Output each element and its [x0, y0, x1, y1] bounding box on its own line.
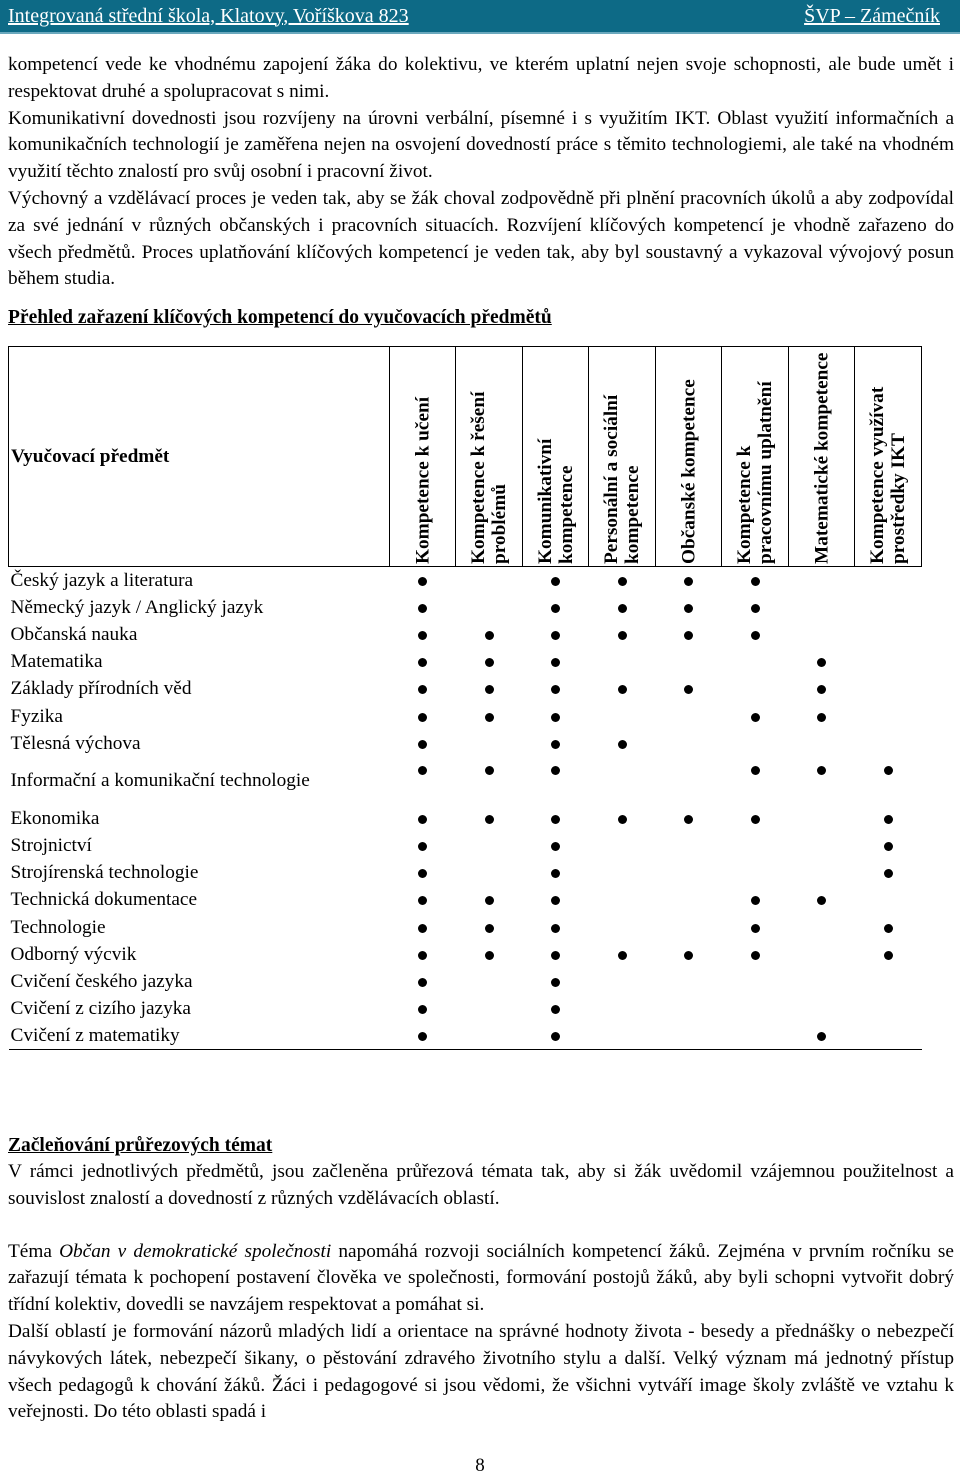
competence-cell [522, 648, 589, 675]
subject-name: Informační a komunikační technologie [10, 769, 310, 791]
competence-mark-dot [684, 631, 693, 640]
subject-name: Strojírenská technologie [10, 862, 199, 884]
competence-mark-dot [684, 951, 693, 960]
competence-cell [722, 832, 789, 859]
competence-mark-dot [485, 924, 494, 933]
subject-name: Tělesná výchova [10, 732, 141, 754]
cross-topics-section [8, 1133, 954, 1426]
subject-column-header: Vyučovací předmět [9, 347, 390, 567]
competence-cell [389, 675, 456, 702]
competence-cell [456, 914, 523, 941]
competence-cell [389, 968, 456, 995]
competence-mark-dot [817, 685, 826, 694]
competence-cell [389, 941, 456, 968]
competence-cell [855, 675, 922, 702]
competence-mark-dot [551, 577, 560, 586]
competence-mark-dot [618, 815, 627, 824]
competence-cell [788, 995, 855, 1022]
competence-cell [722, 941, 789, 968]
competence-cell [855, 886, 922, 913]
competence-cell [788, 675, 855, 702]
table-row [9, 995, 922, 1022]
competence-mark-dot [551, 740, 560, 749]
competence-column-label: Kompetence k učení [412, 396, 434, 564]
competence-mark-dot [684, 685, 693, 694]
table-row [9, 968, 922, 995]
section-paragraph-1: V rámci jednotlivých předmětů, jsou začleněna průřezová témata tak, aby si žák uvědomil vzájemnou použitelnost a souvislost znalostí a dovedností z různých vzdělávacích oblastí. [8, 1161, 954, 1209]
competence-cell [456, 832, 523, 859]
competence-mark-dot [551, 978, 560, 987]
competence-cell [788, 648, 855, 675]
competence-cell [522, 621, 589, 648]
competence-cell [722, 995, 789, 1022]
competence-cell [522, 594, 589, 621]
competence-cell [722, 886, 789, 913]
competence-cell [722, 1022, 789, 1049]
competence-column-header [722, 347, 789, 567]
competence-cell [389, 648, 456, 675]
competence-mark-dot [418, 631, 427, 640]
competence-cell [788, 832, 855, 859]
competence-cell [788, 567, 855, 594]
competence-table [8, 346, 922, 1050]
table-row [9, 675, 922, 702]
competence-cell [655, 675, 722, 702]
competence-cell [589, 730, 656, 757]
competence-cell [788, 968, 855, 995]
competence-cell [389, 859, 456, 886]
competence-cell [589, 675, 656, 702]
competence-cell [655, 968, 722, 995]
competence-column-label: Kompetence k pracovnímu uplatnění [734, 381, 777, 564]
competence-cell [456, 859, 523, 886]
competence-mark-dot [418, 604, 427, 613]
competence-mark-dot [418, 658, 427, 667]
competence-mark-dot [551, 815, 560, 824]
subject-name: Cvičení z matematiky [9, 1022, 390, 1049]
competence-cell [722, 914, 789, 941]
competence-mark-dot [551, 604, 560, 613]
competence-cell [589, 859, 656, 886]
competence-column-label: Matematické kompetence [811, 352, 833, 564]
competence-mark-dot [884, 815, 893, 824]
competence-mark-dot [551, 713, 560, 722]
competence-column-header [855, 347, 922, 567]
competence-cell [389, 995, 456, 1022]
section-paragraph-3: Další oblastí je formování názorů mladých lidí a orientace na správné hodnoty života - besedy a přednášky o nebezpečí návykových látek, nebezpečí šikany, o pěstování zdravého životního stylu a další. Velký význam má jednotný přístup všech pedagogů k chování žáků. Žáci i pedagogové si jsou vědomi, že všichni vytváří image školy zvláště ve vztahu k veřejnosti. Do této oblasti spadá i [8, 1320, 954, 1423]
subject-name: Ekonomika [10, 807, 100, 829]
competence-cell [589, 594, 656, 621]
subject-name: Technologie [10, 916, 106, 938]
subject-name: Technická dokumentace [10, 889, 198, 911]
competence-cell [522, 941, 589, 968]
subject-name: Občanská nauka [10, 623, 138, 645]
subject-name: Odborný výcvik [10, 943, 137, 965]
competence-cell [589, 757, 656, 805]
intro-text [8, 52, 954, 331]
competence-mark-dot [551, 1032, 560, 1041]
intro-paragraph-1: kompetencí vede ke vhodnému zapojení žáka do kolektivu, ve kterém uplatní nejen svoje schopnosti, ale bude umět i respektovat druhé a spolupracovat s nimi. [8, 54, 954, 102]
competence-mark-dot [485, 766, 494, 775]
competence-mark-dot [418, 766, 427, 775]
subject-name: Základy přírodních věd [10, 678, 192, 700]
competence-cell [722, 730, 789, 757]
competence-cell [855, 730, 922, 757]
competence-cell [655, 730, 722, 757]
competence-mark-dot [418, 815, 427, 824]
competence-mark-dot [751, 896, 760, 905]
competence-cell [522, 567, 589, 594]
competence-cell [522, 730, 589, 757]
competence-cell [655, 648, 722, 675]
competence-mark-dot [884, 951, 893, 960]
competence-mark-dot [418, 951, 427, 960]
competence-cell [522, 968, 589, 995]
competence-mark-dot [418, 896, 427, 905]
competence-mark-dot [551, 1005, 560, 1014]
competence-column-label: Kompetence využívat prostředky IKT [867, 386, 910, 564]
topic-intro: Téma [8, 1240, 60, 1262]
competence-cell [855, 757, 922, 805]
competence-mark-dot [418, 842, 427, 851]
competence-cell [655, 1022, 722, 1049]
competence-cell [522, 914, 589, 941]
competence-cell [655, 995, 722, 1022]
competence-cell [788, 730, 855, 757]
competence-cell [655, 914, 722, 941]
competence-cell [788, 621, 855, 648]
competence-mark-dot [618, 685, 627, 694]
competence-cell [389, 914, 456, 941]
table-row [9, 859, 922, 886]
competence-cell [589, 805, 656, 832]
competence-cell [788, 914, 855, 941]
competence-cell [522, 675, 589, 702]
competence-mark-dot [551, 685, 560, 694]
competence-mark-dot [618, 740, 627, 749]
competence-mark-dot [418, 1005, 427, 1014]
competence-cell [389, 1022, 456, 1049]
competence-mark-dot [418, 713, 427, 722]
competence-cell [788, 1022, 855, 1049]
competence-cell [522, 859, 589, 886]
competence-mark-dot [485, 658, 494, 667]
competence-cell [522, 757, 589, 805]
competence-cell [589, 941, 656, 968]
competence-mark-dot [817, 658, 826, 667]
competence-column-header [788, 347, 855, 567]
page-number: 8 [475, 1455, 485, 1476]
subject-name: Cvičení českého jazyka [10, 971, 193, 993]
competence-column-header [389, 347, 456, 567]
table-row [9, 730, 922, 757]
competence-mark-dot [817, 713, 826, 722]
competence-cell [855, 805, 922, 832]
competence-mark-dot [684, 577, 693, 586]
table-title: Přehled zařazení klíčových kompetencí do vyučovacích předmětů [8, 307, 552, 329]
competence-cell [722, 567, 789, 594]
competence-cell [589, 702, 656, 729]
competence-cell [855, 914, 922, 941]
competence-cell [855, 995, 922, 1022]
competence-cell [655, 805, 722, 832]
competence-mark-dot [884, 869, 893, 878]
competence-mark-dot [751, 631, 760, 640]
competence-column-header [589, 347, 656, 567]
competence-cell [456, 567, 523, 594]
competence-cell [589, 648, 656, 675]
competence-cell [456, 648, 523, 675]
competence-cell [389, 886, 456, 913]
competence-cell [855, 567, 922, 594]
section-heading: Začleňování průřezových témat [8, 1135, 273, 1156]
competence-cell [456, 805, 523, 832]
competence-cell [589, 914, 656, 941]
table-row [9, 914, 922, 941]
competence-mark-dot [751, 713, 760, 722]
competence-column-header [655, 347, 722, 567]
competence-cell [389, 832, 456, 859]
competence-cell [456, 757, 523, 805]
competence-cell [456, 995, 523, 1022]
competence-cell [788, 594, 855, 621]
competence-cell [655, 859, 722, 886]
table-body [9, 567, 922, 1050]
competence-mark-dot [817, 766, 826, 775]
section-paragraph-2 [8, 1239, 954, 1319]
table-row [9, 941, 922, 968]
subject-name: Matematika [10, 651, 103, 673]
competence-mark-dot [418, 978, 427, 987]
topic-name: Občan v demokratické společnosti [59, 1240, 332, 1262]
competence-cell [456, 702, 523, 729]
competence-cell [389, 805, 456, 832]
competence-mark-dot [418, 685, 427, 694]
competence-cell [855, 859, 922, 886]
competence-cell [788, 941, 855, 968]
competence-cell [655, 567, 722, 594]
competence-cell [722, 675, 789, 702]
competence-cell [855, 832, 922, 859]
competence-mark-dot [684, 815, 693, 824]
competence-mark-dot [485, 951, 494, 960]
competence-cell [655, 702, 722, 729]
competence-cell [389, 594, 456, 621]
competence-mark-dot [751, 815, 760, 824]
table-row [9, 594, 922, 621]
competence-cell [855, 594, 922, 621]
competence-cell [722, 621, 789, 648]
competence-cell [655, 832, 722, 859]
competence-cell [655, 621, 722, 648]
subject-name: Fyzika [10, 705, 63, 727]
competence-mark-dot [618, 631, 627, 640]
competence-cell [722, 859, 789, 886]
competence-mark-dot [485, 631, 494, 640]
subject-name: Český jazyk a literatura [10, 569, 194, 591]
competence-cell [456, 594, 523, 621]
competence-cell [589, 621, 656, 648]
competence-cell [855, 1022, 922, 1049]
competence-cell [655, 757, 722, 805]
table-row [9, 886, 922, 913]
competence-cell [722, 594, 789, 621]
competence-column-label: Kompetence k řešení problémů [468, 391, 511, 564]
competence-cell [456, 886, 523, 913]
topic-description: napomáhá rozvoji sociálních kompetencí žáků. Zejména v prvním ročníku se zařazují témata k pochopení postavení člověka ve společnosti, formování postojů žáků, aby byli schopni vytvořit dobrý třídní kolektiv, dovedli se navzájem respektovat a pomáhat si. [8, 1240, 954, 1316]
competence-cell [655, 941, 722, 968]
competence-cell [589, 1022, 656, 1049]
competence-cell [589, 995, 656, 1022]
competence-cell [722, 757, 789, 805]
competence-mark-dot [551, 896, 560, 905]
table-row [9, 1022, 922, 1049]
competence-cell [589, 832, 656, 859]
competence-cell [456, 1022, 523, 1049]
competence-cell [722, 648, 789, 675]
competence-cell [855, 968, 922, 995]
competence-cell [456, 730, 523, 757]
competence-cell [655, 886, 722, 913]
competence-cell [788, 805, 855, 832]
competence-cell [522, 805, 589, 832]
intro-paragraph-3: Výchovný a vzdělávací proces je veden tak, aby se žák choval zodpovědně při plnění pracovních úkolů a aby zodpovídal za své jednání v různých občanských i pracovních situacích. Rozvíjení klíčových kompetencí je vhodně zařazeno do všech předmětů. Proces uplatňování klíčových kompetencí je veden tak, aby byl soustavný a vykazoval vývojový posun během studia. [8, 187, 954, 290]
intro-paragraph-2: Komunikativní dovednosti jsou rozvíjeny na úrovni verbální, písemné i s využitím IKT. Oblast využití informačních a komunikačních technologií je zaměřena nejen na osvojení dovedností práce s těmito technologiemi, ale také na vhodném využití těchto znalostí pro svůj osobní i pracovní život. [8, 107, 954, 183]
competence-cell [522, 995, 589, 1022]
competence-cell [522, 832, 589, 859]
competence-cell [456, 675, 523, 702]
competence-mark-dot [418, 869, 427, 878]
competence-cell [655, 594, 722, 621]
competence-column-header [456, 347, 523, 567]
table-row [9, 832, 922, 859]
competence-mark-dot [751, 577, 760, 586]
competence-mark-dot [817, 896, 826, 905]
table-header-row [9, 347, 922, 567]
competence-mark-dot [551, 951, 560, 960]
table-row [9, 805, 922, 832]
competence-cell [522, 702, 589, 729]
subject-name: Německý jazyk / Anglický jazyk [10, 596, 264, 618]
table-row [9, 621, 922, 648]
competence-cell [456, 941, 523, 968]
competence-cell [855, 941, 922, 968]
competence-cell [788, 757, 855, 805]
competence-cell [722, 805, 789, 832]
competence-cell [855, 621, 922, 648]
table-row [9, 702, 922, 729]
competence-mark-dot [751, 924, 760, 933]
competence-cell [522, 886, 589, 913]
competence-mark-dot [418, 740, 427, 749]
competence-cell [589, 567, 656, 594]
competence-cell [788, 702, 855, 729]
competence-mark-dot [485, 896, 494, 905]
document-code: ŠVP – Zámečník [804, 4, 940, 27]
competence-mark-dot [884, 766, 893, 775]
competence-mark-dot [751, 766, 760, 775]
competence-column-header [522, 347, 589, 567]
competence-cell [589, 886, 656, 913]
competence-cell [389, 621, 456, 648]
competence-cell [389, 730, 456, 757]
competence-mark-dot [618, 604, 627, 613]
competence-cell [788, 886, 855, 913]
competence-mark-dot [751, 604, 760, 613]
competence-mark-dot [884, 842, 893, 851]
competence-mark-dot [418, 577, 427, 586]
competence-cell [389, 757, 456, 805]
competence-mark-dot [551, 842, 560, 851]
competence-cell [456, 968, 523, 995]
competence-mark-dot [551, 766, 560, 775]
competence-cell [389, 702, 456, 729]
competence-column-label: Občanské kompetence [678, 379, 700, 564]
competence-mark-dot [551, 658, 560, 667]
competence-mark-dot [418, 1032, 427, 1041]
competence-mark-dot [485, 815, 494, 824]
competence-column-label: Komunikativní kompetence [534, 438, 577, 564]
competence-mark-dot [751, 951, 760, 960]
competence-mark-dot [884, 924, 893, 933]
subject-name: Strojnictví [10, 835, 92, 857]
competence-cell [522, 1022, 589, 1049]
competence-mark-dot [618, 577, 627, 586]
competence-cell [456, 621, 523, 648]
page-header [0, 0, 960, 34]
competence-cell [589, 968, 656, 995]
table-row [9, 567, 922, 594]
competence-cell [722, 968, 789, 995]
competence-mark-dot [485, 685, 494, 694]
table-row [9, 648, 922, 675]
subject-name: Cvičení z cizího jazyka [10, 998, 191, 1020]
competence-mark-dot [618, 951, 627, 960]
competence-cell [389, 567, 456, 594]
competence-mark-dot [551, 631, 560, 640]
competence-cell [855, 648, 922, 675]
competence-mark-dot [684, 604, 693, 613]
competence-mark-dot [418, 924, 427, 933]
competence-column-label: Personální a sociální kompetence [601, 394, 644, 564]
competence-mark-dot [485, 713, 494, 722]
school-name: Integrovaná střední škola, Klatovy, Voříškova 823 [8, 4, 409, 27]
competence-cell [855, 702, 922, 729]
table-row [9, 757, 922, 805]
competence-mark-dot [817, 1032, 826, 1041]
competence-mark-dot [551, 924, 560, 933]
competence-cell [722, 702, 789, 729]
competence-cell [788, 859, 855, 886]
competence-mark-dot [551, 869, 560, 878]
